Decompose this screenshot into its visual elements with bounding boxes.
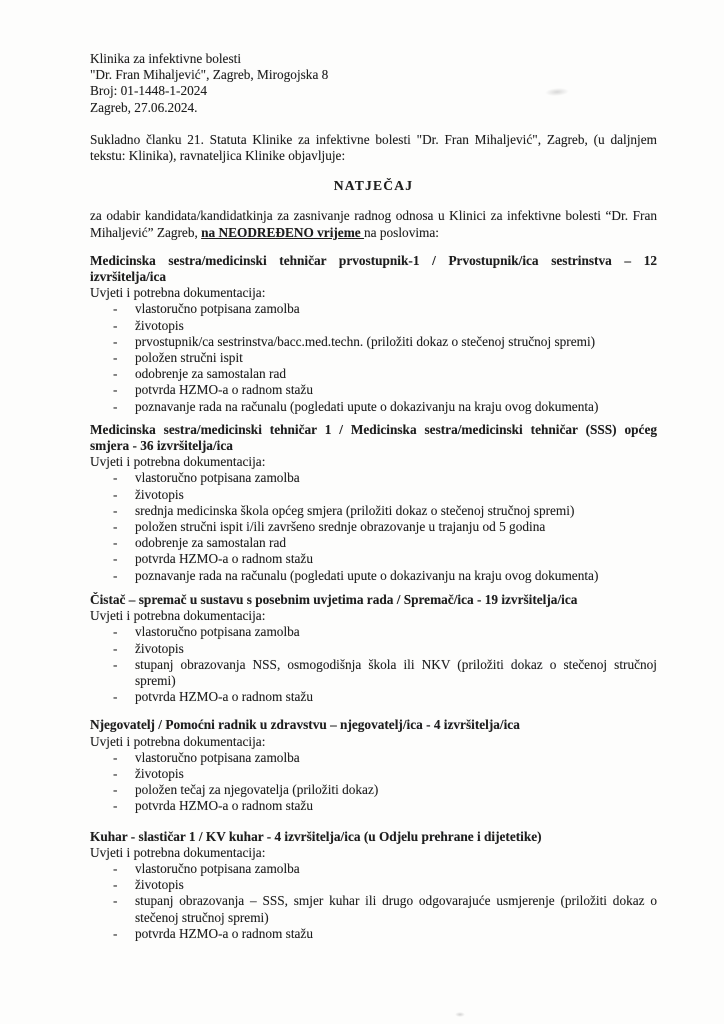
bullet-dash: - — [113, 877, 118, 893]
job-section-3 — [90, 592, 657, 705]
requirement-text: stupanj obrazovanja NSS, osmogodišnja škola ili NKV (priložiti dokaz o stečenoj stručnoj spremi) — [135, 656, 657, 688]
requirement-item — [90, 750, 657, 766]
requirement-text: srednja medicinska škola općeg smjera (priložiti dokaz o stečenoj stručnoj spremi) — [135, 502, 575, 518]
bullet-dash: - — [113, 782, 118, 798]
requirement-item — [90, 301, 657, 317]
requirements-label: Uvjeti i potrebna dokumentacija: — [90, 608, 266, 624]
requirement-text: vlastoručno potpisana zamolba — [135, 860, 300, 876]
requirement-text: prvostupnik/ca sestrinstva/bacc.med.techn. (priložiti dokaz o stečenoj stručnoj spremi) — [135, 333, 596, 349]
requirements-label: Uvjeti i potrebna dokumentacija: — [90, 285, 266, 301]
bullet-dash: - — [113, 798, 118, 814]
bullet-dash: - — [113, 366, 118, 382]
letterhead — [90, 51, 657, 116]
org-name: Klinika za infektivne bolesti — [90, 51, 242, 66]
requirements-label: Uvjeti i potrebna dokumentacija: — [90, 733, 266, 749]
bullet-dash: - — [113, 893, 118, 909]
requirement-text: vlastoručno potpisana zamolba — [135, 624, 300, 640]
bullet-dash: - — [113, 333, 118, 349]
requirement-text: životopis — [135, 486, 184, 502]
requirement-text: potvrda HZMO-a o radnom stažu — [135, 798, 313, 814]
bullet-dash: - — [113, 382, 118, 398]
requirement-text: potvrda HZMO-a o radnom stažu — [135, 925, 313, 941]
bullet-dash: - — [113, 535, 118, 551]
subject-paragraph — [90, 208, 657, 240]
bullet-dash: - — [113, 624, 118, 640]
org-address: "Dr. Fran Mihaljević", Zagreb, Mirogojska 8 — [90, 67, 329, 83]
bullet-dash: - — [113, 486, 118, 502]
bullet-dash: - — [113, 551, 118, 567]
requirement-item — [90, 551, 657, 567]
intro-paragraph: Sukladno članku 21. Statuta Klinike za infektivne bolesti "Dr. Fran Mihaljević", Zagreb, (u daljnjem tekstu: Klinika), ravnateljica Klinike objavljuje: — [90, 131, 657, 164]
requirement-item — [90, 535, 657, 551]
job-section-2 — [90, 422, 657, 584]
requirement-text: potvrda HZMO-a o radnom stažu — [135, 382, 313, 398]
requirement-text: životopis — [135, 640, 184, 656]
requirements-label: Uvjeti i potrebna dokumentacija: — [90, 454, 266, 470]
bullet-dash: - — [113, 765, 118, 781]
job-section-1 — [90, 253, 657, 415]
subject-text-pre: za odabir kandidata/kandidatkinja za zasnivanje radnog odnosa u Klinici za infektivne bolesti “Dr. Fran Mihaljević” Zagreb, — [90, 208, 657, 240]
document-date: Zagreb, 27.06.2024. — [90, 99, 198, 115]
bullet-dash: - — [113, 656, 118, 672]
bullet-dash: - — [113, 317, 118, 333]
requirement-text: vlastoručno potpisana zamolba — [135, 301, 300, 317]
requirement-item — [90, 366, 657, 382]
requirement-item — [90, 798, 657, 814]
section-title: Medicinska sestra/medicinski tehničar prvostupnik-1 / Prvostupnik/ica sestrinstva – 12 izvršitelja/ica — [90, 252, 657, 285]
requirement-item — [90, 877, 657, 893]
bullet-dash: - — [113, 350, 118, 366]
requirement-text: potvrda HZMO-a o radnom stažu — [135, 689, 313, 705]
job-section-4 — [90, 717, 657, 814]
requirement-item — [90, 470, 657, 486]
bullet-dash: - — [113, 749, 118, 765]
requirement-item — [90, 861, 657, 877]
requirement-text: poznavanje rada na računalu (pogledati upute o dokazivanju na kraju ovog dokumenta) — [135, 567, 599, 583]
requirement-item — [90, 568, 657, 584]
requirement-text: položen stručni ispit — [135, 350, 243, 366]
requirement-item — [90, 503, 657, 519]
requirement-text: stupanj obrazovanja – SSS, smjer kuhar ili drugo odgovarajuće usmjerenje (priložiti dokaz o stečenoj stručnoj spremi) — [135, 893, 657, 925]
bullet-dash: - — [113, 470, 118, 486]
section-title: Njegovatelj / Pomoćni radnik u zdravstvu – njegovatelj/ica - 4 izvršitelja/ica — [90, 717, 520, 733]
section-title: Kuhar - slastičar 1 / KV kuhar - 4 izvršitelja/ica (u Odjelu prehrane i dijetetike) — [90, 828, 542, 844]
requirement-text: potvrda HZMO-a o radnom stažu — [135, 551, 313, 567]
requirement-item — [90, 382, 657, 398]
subject-text-post: na poslovima: — [364, 224, 439, 240]
document-content — [90, 51, 657, 942]
requirement-item — [90, 624, 657, 640]
bullet-dash: - — [113, 301, 118, 317]
requirement-item — [90, 689, 657, 705]
requirement-text: vlastoručno potpisana zamolba — [135, 470, 300, 486]
requirement-item — [90, 350, 657, 366]
requirement-item — [90, 641, 657, 657]
scan-artifact-dot — [455, 1012, 465, 1017]
bullet-dash: - — [113, 860, 118, 876]
vacancy-type-emphasis: na NEODREĐENO vrijeme — [201, 224, 365, 240]
document-title: NATJEČAJ — [333, 178, 414, 194]
requirement-text: odobrenje za samostalan rad — [135, 366, 287, 382]
bullet-dash: - — [113, 519, 118, 535]
requirement-item — [90, 334, 657, 350]
requirement-text: položen tečaj za njegovatelja (priložiti dokaz) — [135, 782, 379, 798]
requirement-text: poznavanje rada na računalu (pogledati upute o dokazivanju na kraju ovog dokumenta) — [135, 398, 599, 414]
bullet-dash: - — [113, 398, 118, 414]
requirement-item — [90, 487, 657, 503]
bullet-dash: - — [113, 502, 118, 518]
job-section-5 — [90, 829, 657, 942]
bullet-dash: - — [113, 567, 118, 583]
requirement-item — [90, 318, 657, 334]
section-title: Čistač – spremač u sustavu s posebnim uvjetima rada / Spremač/ica - 19 izvršitelja/ica — [90, 591, 578, 607]
requirement-item — [90, 893, 657, 925]
requirement-text: životopis — [135, 317, 184, 333]
requirement-item — [90, 399, 657, 415]
requirement-text: vlastoručno potpisana zamolba — [135, 749, 300, 765]
requirement-item — [90, 519, 657, 535]
requirement-text: životopis — [135, 877, 184, 893]
requirements-label: Uvjeti i potrebna dokumentacija: — [90, 844, 266, 860]
bullet-dash: - — [113, 925, 118, 941]
bullet-dash: - — [113, 640, 118, 656]
requirement-text: životopis — [135, 765, 184, 781]
bullet-dash: - — [113, 689, 118, 705]
requirement-text: položen stručni ispit i/ili završeno srednje obrazovanje u trajanju od 5 godina — [135, 519, 546, 535]
requirement-item — [90, 766, 657, 782]
requirement-item — [90, 782, 657, 798]
requirement-text: odobrenje za samostalan rad — [135, 535, 287, 551]
requirement-item — [90, 926, 657, 942]
requirement-item — [90, 657, 657, 689]
section-title: Medicinska sestra/medicinski tehničar 1 / Medicinska sestra/medicinski tehničar (SSS) općeg smjera - 36 izvršitelja/ica — [90, 421, 657, 454]
document-number: Broj: 01-1448-1-2024 — [90, 83, 208, 99]
